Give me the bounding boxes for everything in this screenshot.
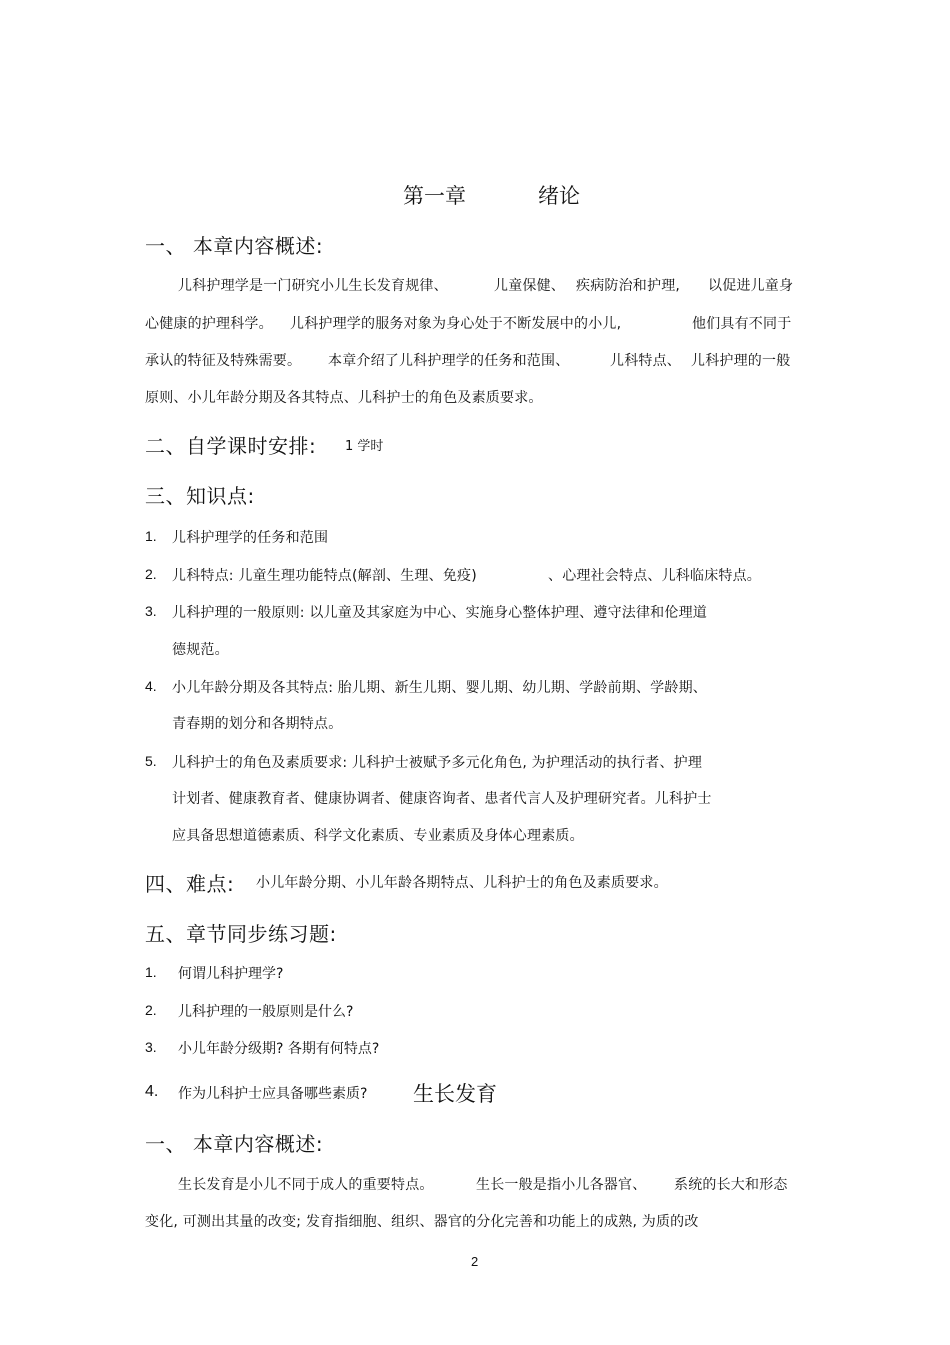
list-item: 儿科特点: 儿童生理功能特点(解剖、生理、免疫) <box>172 568 477 584</box>
list-item: 、心理社会特点、儿科临床特点。 <box>548 568 761 584</box>
paragraph-text: 以促进儿童身 <box>708 278 794 294</box>
section-heading-schedule: 二、自学课时安排: <box>145 434 317 458</box>
list-item: 儿科护理的一般原则: 以儿童及其家庭为中心、实施身心整体护理、遵守法律和伦理道 <box>172 605 707 621</box>
paragraph-text: 系统的长大和形态 <box>674 1177 788 1193</box>
list-item: 小儿年龄分期及各其特点: 胎儿期、新生儿期、婴儿期、幼儿期、学龄前期、学龄期、 <box>172 680 707 696</box>
paragraph-text: 生长一般是指小儿各器官、 <box>476 1177 647 1193</box>
paragraph-text: 生长发育是小儿不同于成人的重要特点。 <box>178 1177 434 1193</box>
list-item-number: 2. <box>145 1002 157 1018</box>
paragraph-text: 儿科护理的一般 <box>691 353 791 369</box>
paragraph-text: 变化, 可测出其量的改变; 发育指细胞、组织、器官的分化完善和功能上的成熟, 为质的改 <box>145 1214 699 1230</box>
chapter-number: 第一章 <box>403 184 466 208</box>
paragraph-text: 儿科护理学的服务对象为身心处于不断发展中的小儿, <box>290 316 622 332</box>
paragraph-text: 他们具有不同于 <box>692 316 792 332</box>
paragraph-text: 承认的特征及特殊需要。 <box>145 353 302 369</box>
section-heading-knowledge-points: 三、知识点: <box>145 484 255 508</box>
section-heading-overview: 一、 本章内容概述: <box>145 234 324 258</box>
section-heading-overview: 一、 本章内容概述: <box>145 1132 324 1156</box>
page-number: 2 <box>471 1254 479 1269</box>
paragraph-text: 心健康的护理科学。 <box>145 316 273 332</box>
chapter-title: 绪论 <box>538 184 580 208</box>
list-item-number: 3. <box>145 1039 157 1055</box>
list-item: 应具备思想道德素质、科学文化素质、专业素质及身体心理素质。 <box>172 828 584 844</box>
section-heading-difficulties: 四、难点: <box>145 872 235 896</box>
next-chapter-title: 生长发育 <box>413 1082 497 1106</box>
list-item: 德规范。 <box>172 642 229 658</box>
section-heading-exercises: 五、章节同步练习题: <box>145 922 337 946</box>
paragraph-text: 疾病防治和护理, <box>576 278 681 294</box>
paragraph-text: 原则、小儿年龄分期及各其特点、儿科护士的角色及素质要求。 <box>145 390 543 406</box>
paragraph-text: 儿科护理学是一门研究小儿生长发育规律、 <box>178 278 448 294</box>
list-item: 儿科护理学的任务和范围 <box>172 530 329 546</box>
list-item-number: 4. <box>145 1083 159 1100</box>
study-hours: 1 学时 <box>345 439 384 454</box>
list-item: 儿科护士的角色及素质要求: 儿科护士被赋予多元化角色, 为护理活动的执行者、护理 <box>172 755 703 771</box>
list-item-number: 5. <box>145 753 157 769</box>
exercise-question: 何谓儿科护理学? <box>178 966 284 982</box>
list-item-number: 3. <box>145 603 157 619</box>
paragraph-text: 儿科特点、 <box>610 353 681 369</box>
list-item-number: 4. <box>145 678 157 694</box>
exercise-question: 小儿年龄分级期? 各期有何特点? <box>178 1041 380 1057</box>
difficulties-text: 小儿年龄分期、小儿年龄各期特点、儿科护士的角色及素质要求。 <box>256 875 668 891</box>
list-item-number: 2. <box>145 566 157 582</box>
paragraph-text: 儿童保健、 <box>494 278 565 294</box>
list-item: 计划者、健康教育者、健康协调者、健康咨询者、患者代言人及护理研究者。儿科护士 <box>172 791 712 807</box>
paragraph-text: 本章介绍了儿科护理学的任务和范围、 <box>328 353 570 369</box>
list-item: 青春期的划分和各期特点。 <box>172 716 343 732</box>
list-item-number: 1. <box>145 528 157 544</box>
exercise-question: 作为儿科护士应具备哪些素质? <box>178 1086 368 1102</box>
list-item-number: 1. <box>145 964 157 980</box>
exercise-question: 儿科护理的一般原则是什么? <box>178 1004 354 1020</box>
